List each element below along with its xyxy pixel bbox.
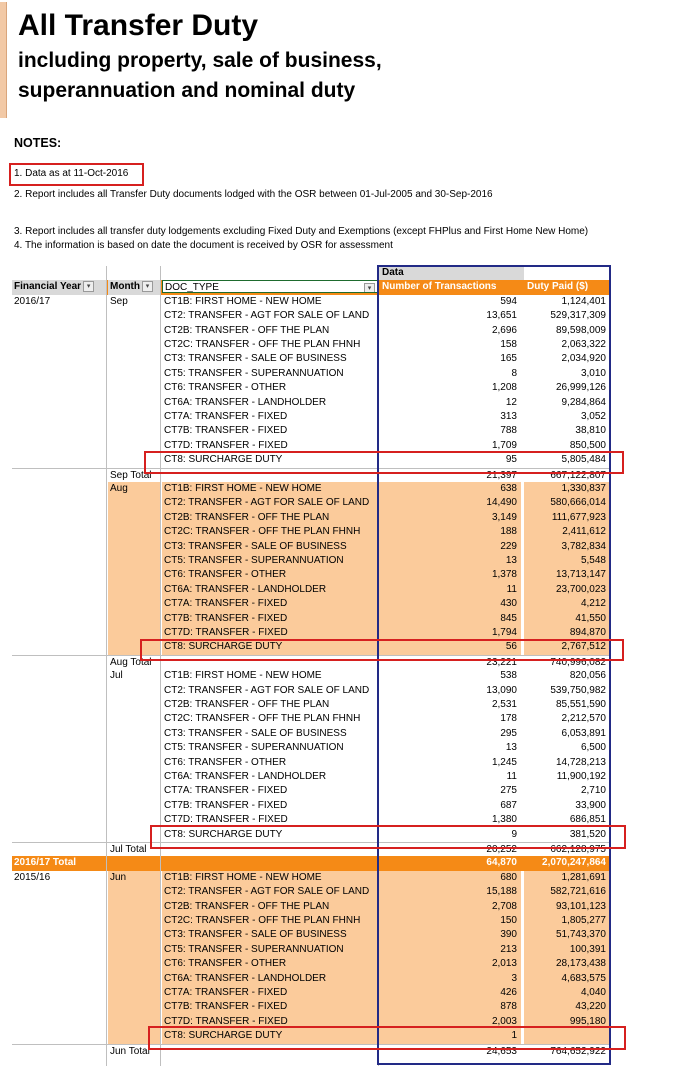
cell-doc-type: CT7B: TRANSFER - FIXED [164, 799, 288, 811]
cell-transactions: 13,651 [486, 310, 517, 322]
cell-financial-year [12, 900, 106, 914]
cell-financial-year [12, 396, 106, 410]
header-financial-year[interactable]: Financial Year ▾ [12, 280, 106, 294]
cell-financial-year [12, 813, 106, 827]
note-2: 2. Report includes all Transfer Duty documents lodged with the OSR between 01-Jul-2005 and 30-Sep-2016 [14, 189, 493, 200]
cell-duty-paid: 2,212,570 [561, 713, 606, 725]
cell-transactions: 1,378 [379, 568, 521, 582]
cell-month [108, 568, 160, 582]
cell-duty-paid: 89,598,009 [555, 324, 606, 336]
cell-transactions: 229 [379, 540, 521, 554]
cell-duty-paid: 111,677,923 [524, 511, 610, 525]
note-4: 4. The information is based on date the document is received by OSR for assessment [14, 240, 393, 251]
cell-month [108, 396, 160, 410]
cell-doc-type: CT8: SURCHARGE DUTY [164, 828, 283, 840]
cell-transactions: 878 [379, 1000, 521, 1014]
cell-duty-paid: 6,500 [580, 742, 606, 754]
cell-duty-paid: 2,710 [580, 785, 606, 797]
note-3: 3. Report includes all transfer duty lodgements excluding Fixed Duty and Exemptions (except FHPlus and First Home New Home) [14, 226, 589, 237]
cell-month [108, 540, 160, 554]
cell-doc-type: CT5: TRANSFER - SUPERANNUATION [164, 742, 344, 754]
cell-transactions: 1,208 [491, 382, 517, 394]
cell-transactions: 150 [379, 914, 521, 928]
ct8-jun-highlight [148, 1026, 626, 1050]
cell-transactions: 9 [511, 828, 517, 840]
cell-duty-paid: 1,330,837 [524, 482, 610, 496]
cell-doc-type: CT2: TRANSFER - AGT FOR SALE OF LAND [162, 885, 378, 899]
cell-month [108, 338, 160, 352]
cell-duty-paid: 2,070,247,864 [542, 857, 606, 869]
note-1-highlight [9, 163, 144, 186]
cell-month [108, 612, 160, 626]
cell-month [108, 496, 160, 510]
cell-financial-year [12, 410, 106, 424]
cell-month [108, 756, 160, 770]
cell-doc-type: CT7A: TRANSFER - FIXED [162, 986, 378, 1000]
cell-financial-year [12, 957, 106, 971]
cell-transactions: 24,653 [486, 1045, 517, 1057]
cell-financial-year [12, 469, 106, 483]
cell-doc-type: CT6: TRANSFER - OTHER [164, 382, 287, 394]
cell-duty-paid: 662,128,975 [550, 844, 606, 855]
cell-duty-paid: 850,500 [569, 439, 606, 451]
cell-duty-paid: 38,810 [575, 425, 606, 437]
cell-financial-year [12, 424, 106, 438]
title-accent-bar [0, 2, 7, 118]
cell-transactions: 788 [500, 425, 517, 437]
cell-financial-year [12, 684, 106, 698]
cell-transactions: 594 [500, 295, 517, 307]
cell-duty-paid: 2,063,322 [561, 339, 606, 350]
cell-financial-year [12, 540, 106, 554]
cell-duty-paid: 43,220 [524, 1000, 610, 1014]
cell-doc-type: CT2C: TRANSFER - OFF THE PLAN FHNH [162, 525, 378, 539]
data-header: Data [379, 266, 524, 280]
cell-month [108, 727, 160, 741]
cell-month [108, 784, 160, 798]
cell-duty-paid: 740,996,082 [550, 656, 606, 668]
cell-doc-type: CT7D: TRANSFER - FIXED [164, 439, 288, 451]
cell-transactions: 56 [379, 640, 521, 654]
cell-month [108, 684, 160, 698]
cell-doc-type: CT2C: TRANSFER - OFF THE PLAN FHNH [162, 914, 378, 928]
cell-transactions: 2,696 [491, 324, 517, 336]
cell-duty-paid: 23,700,023 [524, 583, 610, 597]
cell-transactions: 13 [379, 554, 521, 568]
cell-financial-year: 2016/17 [14, 295, 51, 307]
cell-month [108, 309, 160, 323]
page-subtitle-line2: superannuation and nominal duty [18, 79, 356, 102]
cell-duty-paid: 3,782,834 [524, 540, 610, 554]
cell-transactions: 165 [500, 353, 517, 365]
cell-month [108, 957, 160, 971]
cell-doc-type: CT5: TRANSFER - SUPERANNUATION [162, 554, 378, 568]
cell-financial-year [12, 496, 106, 510]
cell-financial-year [12, 885, 106, 899]
cell-transactions: 8 [511, 367, 517, 379]
cell-doc-type: CT3: TRANSFER - SALE OF BUSINESS [162, 540, 378, 554]
filter-dropdown-icon[interactable]: ▾ [83, 281, 94, 292]
cell-transactions: 3,149 [379, 511, 521, 525]
cell-doc-type: CT8: SURCHARGE DUTY [162, 640, 378, 654]
cell-duty-paid: 93,101,123 [524, 900, 610, 914]
cell-transactions: 680 [379, 871, 521, 885]
header-month[interactable]: Month ▾ [108, 280, 160, 294]
cell-financial-year [12, 972, 106, 986]
grid-line [160, 266, 161, 1066]
cell-month [108, 770, 160, 784]
cell-month [108, 597, 160, 611]
filter-dropdown-icon[interactable]: ▾ [364, 283, 375, 293]
ct8-jul-highlight [150, 825, 626, 849]
cell-transactions: 11 [506, 771, 517, 782]
cell-doc-type: CT1B: FIRST HOME - NEW HOME [162, 871, 378, 885]
cell-duty-paid: 85,551,590 [555, 699, 606, 710]
cell-financial-year [12, 568, 106, 582]
data-area-frame [377, 265, 611, 1065]
cell-duty-paid: 51,743,370 [524, 928, 610, 942]
cell-doc-type: CT1B: FIRST HOME - NEW HOME [164, 295, 322, 307]
cell-duty-paid: 5,805,484 [561, 454, 606, 466]
cell-duty-paid: 3,052 [580, 411, 606, 422]
note-1: 1. Data as at 11-Oct-2016 [14, 168, 129, 179]
cell-month [108, 554, 160, 568]
cell-duty-paid: 41,550 [524, 612, 610, 626]
cell-financial-year [12, 554, 106, 568]
grid-line [106, 266, 107, 1066]
header-doc-type[interactable]: DOC_TYPE ▾ [162, 280, 378, 293]
cell-month: Sep [110, 295, 128, 307]
cell-financial-year [12, 453, 106, 467]
cell-financial-year [12, 741, 106, 755]
cell-duty-paid: 2,767,512 [524, 640, 610, 654]
cell-duty-paid: 686,851 [569, 814, 606, 826]
cell-transactions: 158 [500, 339, 517, 350]
cell-month [108, 381, 160, 395]
cell-month: Jul [110, 670, 123, 682]
cell-transactions: 23,221 [486, 656, 517, 668]
cell-month [108, 352, 160, 366]
cell-financial-year [12, 1029, 106, 1043]
cell-duty-paid: 764,652,922 [550, 1045, 606, 1057]
cell-doc-type: CT7B: TRANSFER - FIXED [162, 1000, 378, 1014]
cell-financial-year [12, 612, 106, 626]
cell-month [108, 972, 160, 986]
cell-duty-paid: 100,391 [524, 943, 610, 957]
cell-doc-type: CT6A: TRANSFER - LANDHOLDER [162, 583, 378, 597]
cell-doc-type: CT2B: TRANSFER - OFF THE PLAN [162, 900, 378, 914]
page-subtitle-line1: including property, sale of business, [18, 49, 382, 72]
cell-doc-type: CT5: TRANSFER - SUPERANNUATION [164, 367, 344, 379]
cell-transactions: 295 [500, 727, 517, 739]
cell-financial-year [12, 914, 106, 928]
cell-doc-type: CT2: TRANSFER - AGT FOR SALE OF LAND [162, 496, 378, 510]
cell-financial-year [12, 727, 106, 741]
cell-doc-type: CT6: TRANSFER - OTHER [164, 756, 287, 768]
cell-financial-year [12, 338, 106, 352]
cell-financial-year [12, 799, 106, 813]
cell-duty-paid: 6,053,891 [561, 727, 606, 739]
cell-transactions: 3 [379, 972, 521, 986]
cell-month [108, 410, 160, 424]
cell-financial-year [12, 943, 106, 957]
cell-financial-year [12, 525, 106, 539]
cell-month [108, 583, 160, 597]
cell-month [108, 324, 160, 338]
cell-financial-year [12, 511, 106, 525]
cell-month [108, 928, 160, 942]
cell-duty-paid: 9,284,864 [561, 396, 606, 408]
cell-transactions: 1,380 [491, 814, 517, 826]
cell-financial-year [12, 626, 106, 640]
cell-transactions: 188 [379, 525, 521, 539]
header-number-of-transactions: Number of Transactions [382, 281, 497, 293]
cell-transactions: 13,090 [486, 684, 517, 696]
cell-duty-paid: 13,713,147 [524, 568, 610, 582]
cell-financial-year [12, 712, 106, 726]
filter-dropdown-icon[interactable]: ▾ [142, 281, 153, 292]
cell-transactions: 426 [379, 986, 521, 1000]
cell-month [108, 914, 160, 928]
cell-month [108, 712, 160, 726]
cell-doc-type: CT8: SURCHARGE DUTY [162, 1029, 378, 1043]
cell-transactions: 213 [379, 943, 521, 957]
cell-doc-type: CT2C: TRANSFER - OFF THE PLAN FHNH [164, 713, 361, 725]
cell-duty-paid: 995,180 [524, 1015, 610, 1029]
cell-doc-type: CT7D: TRANSFER - FIXED [162, 1015, 378, 1029]
cell-duty-paid: 3,010 [580, 367, 606, 379]
cell-financial-year [12, 843, 106, 857]
cell-financial-year [12, 784, 106, 798]
cell-financial-year [12, 1015, 106, 1029]
cell-duty-paid: 582,721,616 [524, 885, 610, 899]
cell-month: Jul Total [110, 844, 147, 855]
cell-duty-paid: 2,034,920 [561, 353, 606, 365]
cell-doc-type: CT1B: FIRST HOME - NEW HOME [162, 482, 378, 496]
cell-doc-type: CT3: TRANSFER - SALE OF BUSINESS [164, 727, 347, 739]
cell-financial-year [12, 756, 106, 770]
ct8-aug-highlight [140, 639, 624, 661]
cell-transactions: 845 [379, 612, 521, 626]
cell-duty-paid: 529,317,309 [550, 310, 606, 322]
cell-month [108, 367, 160, 381]
cell-month [108, 900, 160, 914]
cell-doc-type: CT7B: TRANSFER - FIXED [162, 612, 378, 626]
cell-financial-year [12, 352, 106, 366]
cell-financial-year [12, 324, 106, 338]
cell-month: Aug [108, 482, 160, 496]
cell-month [108, 698, 160, 712]
cell-transactions: 2,013 [379, 957, 521, 971]
cell-duty-paid: 2,411,612 [524, 525, 610, 539]
cell-doc-type [162, 856, 378, 870]
cell-duty-paid: 26,999,126 [555, 382, 606, 394]
cell-duty-paid: 5,548 [524, 554, 610, 568]
cell-duty-paid: 4,040 [524, 986, 610, 1000]
cell-financial-year [12, 381, 106, 395]
cell-financial-year [12, 640, 106, 654]
cell-transactions: 538 [500, 670, 517, 682]
cell-transactions: 275 [500, 785, 517, 797]
cell-doc-type: CT1B: FIRST HOME - NEW HOME [164, 670, 322, 682]
cell-transactions: 12 [505, 396, 517, 408]
cell-transactions: 11 [379, 583, 521, 597]
cell-financial-year [12, 770, 106, 784]
cell-financial-year [12, 439, 106, 453]
cell-financial-year [12, 1000, 106, 1014]
cell-duty-paid: 539,750,982 [550, 684, 606, 696]
cell-financial-year [12, 828, 106, 842]
cell-duty-paid: 894,870 [524, 626, 610, 640]
cell-transactions: 95 [505, 454, 517, 466]
cell-month [108, 1000, 160, 1014]
cell-transactions: 1,709 [491, 439, 517, 451]
cell-duty-paid: 820,056 [569, 670, 606, 682]
cell-duty-paid: 1,281,691 [524, 871, 610, 885]
cell-doc-type: CT7D: TRANSFER - FIXED [164, 814, 288, 826]
cell-transactions: 2,003 [379, 1015, 521, 1029]
cell-financial-year [12, 928, 106, 942]
cell-transactions: 430 [379, 597, 521, 611]
cell-transactions: 313 [500, 411, 517, 422]
cell-transactions: 2,708 [379, 900, 521, 914]
cell-month [108, 799, 160, 813]
cell-duty-paid: 580,666,014 [524, 496, 610, 510]
cell-doc-type: CT2C: TRANSFER - OFF THE PLAN FHNH [164, 339, 361, 350]
cell-duty-paid: 4,212 [524, 597, 610, 611]
cell-month [108, 424, 160, 438]
cell-month: Sep Total [110, 469, 152, 481]
cell-financial-year [12, 698, 106, 712]
cell-doc-type: CT7A: TRANSFER - FIXED [162, 597, 378, 611]
page-title: All Transfer Duty [18, 9, 259, 42]
cell-transactions: 390 [379, 928, 521, 942]
cell-doc-type: CT3: TRANSFER - SALE OF BUSINESS [162, 928, 378, 942]
cell-financial-year: 2015/16 [14, 871, 51, 883]
cell-transactions: 638 [379, 482, 521, 496]
cell-transactions: 2,531 [491, 699, 517, 710]
cell-doc-type: CT6: TRANSFER - OTHER [162, 957, 378, 971]
cell-financial-year [12, 309, 106, 323]
cell-financial-year [12, 367, 106, 381]
cell-transactions: 14,490 [379, 496, 521, 510]
cell-doc-type: CT7A: TRANSFER - FIXED [164, 785, 288, 797]
cell-doc-type: CT5: TRANSFER - SUPERANNUATION [162, 943, 378, 957]
cell-month [108, 986, 160, 1000]
ct8-sep-highlight [144, 451, 624, 474]
cell-financial-year [12, 656, 106, 670]
cell-transactions: 20,252 [486, 844, 517, 855]
cell-transactions: 1 [379, 1029, 521, 1043]
cell-month: Jun Total [110, 1045, 150, 1057]
cell-transactions: 178 [500, 713, 517, 725]
cell-financial-year: 2016/17 Total [14, 857, 77, 869]
cell-transactions: 1,245 [491, 756, 517, 768]
cell-transactions: 21,397 [486, 469, 517, 481]
cell-month [108, 943, 160, 957]
cell-transactions: 15,188 [379, 885, 521, 899]
cell-financial-year [12, 1045, 106, 1059]
cell-duty-paid: 4,683,575 [524, 972, 610, 986]
cell-doc-type: CT7B: TRANSFER - FIXED [164, 425, 288, 437]
cell-doc-type: CT7A: TRANSFER - FIXED [164, 411, 288, 422]
cell-financial-year [12, 583, 106, 597]
cell-doc-type: CT2: TRANSFER - AGT FOR SALE OF LAND [164, 310, 370, 322]
data-divider [377, 265, 379, 1065]
cell-month: Jun [108, 871, 160, 885]
cell-month [108, 741, 160, 755]
cell-duty-paid: 14,728,213 [555, 756, 606, 768]
cell-doc-type: CT6: TRANSFER - OTHER [162, 568, 378, 582]
cell-month [108, 856, 160, 870]
cell-month: Aug Total [110, 656, 152, 668]
cell-doc-type: CT2: TRANSFER - AGT FOR SALE OF LAND [164, 684, 370, 696]
cell-doc-type: CT2B: TRANSFER - OFF THE PLAN [164, 324, 330, 336]
cell-doc-type: CT6A: TRANSFER - LANDHOLDER [162, 972, 378, 986]
cell-financial-year [12, 597, 106, 611]
cell-doc-type: CT3: TRANSFER - SALE OF BUSINESS [164, 353, 347, 365]
notes-heading: NOTES: [14, 136, 62, 150]
cell-duty-paid: 1,805,277 [524, 914, 610, 928]
cell-doc-type: CT2B: TRANSFER - OFF THE PLAN [162, 511, 378, 525]
cell-duty-paid: 33,900 [575, 799, 606, 811]
cell-transactions: 687 [500, 799, 517, 811]
cell-financial-year [12, 482, 106, 496]
cell-transactions: 13 [505, 742, 517, 754]
cell-duty-paid: 28,173,438 [524, 957, 610, 971]
cell-doc-type: CT6A: TRANSFER - LANDHOLDER [164, 396, 327, 408]
cell-duty-paid: 1,124,401 [561, 295, 606, 307]
cell-financial-year [12, 669, 106, 683]
cell-transactions: 1,794 [379, 626, 521, 640]
header-duty-paid: Duty Paid ($) [527, 281, 589, 293]
cell-month [108, 525, 160, 539]
cell-duty-paid: 667,122,807 [550, 469, 606, 481]
cell-duty-paid: 381,520 [569, 828, 606, 840]
cell-doc-type: CT6A: TRANSFER - LANDHOLDER [164, 771, 327, 782]
cell-transactions: 64,870 [486, 857, 517, 869]
cell-financial-year [12, 986, 106, 1000]
cell-doc-type: CT8: SURCHARGE DUTY [164, 454, 283, 466]
cell-doc-type: CT7D: TRANSFER - FIXED [162, 626, 378, 640]
cell-month [108, 885, 160, 899]
cell-doc-type: CT2B: TRANSFER - OFF THE PLAN [164, 699, 330, 710]
cell-month [108, 511, 160, 525]
cell-duty-paid: 11,900,192 [556, 771, 606, 782]
